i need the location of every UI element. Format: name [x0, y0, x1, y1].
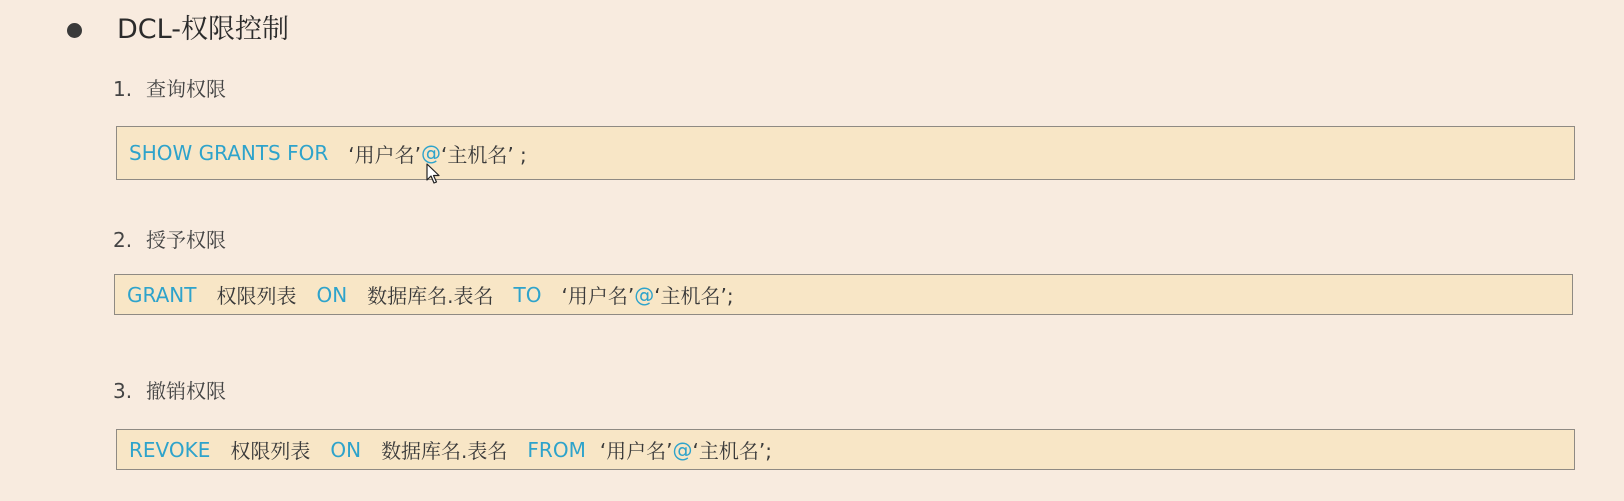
code-keyword: REVOKE: [129, 437, 211, 462]
code-keyword: FROM: [527, 437, 586, 462]
step-3-number: 3.: [113, 379, 133, 403]
code-at: @: [634, 282, 655, 307]
code-block-show-grants: [116, 126, 1575, 180]
code-block-revoke: [116, 429, 1575, 470]
code-host: ‘主机名’;: [654, 284, 734, 308]
code-at: @: [672, 437, 693, 462]
code-at: @: [420, 141, 441, 165]
step-3-heading: [113, 376, 226, 406]
code-block-grant: [114, 274, 1573, 315]
code-user: ‘用户名’: [561, 284, 635, 308]
step-2-number: 2.: [113, 228, 133, 252]
code-host: ‘主机名’ ;: [440, 142, 527, 167]
step-1-heading: [113, 74, 226, 104]
step-1-number: 1.: [113, 77, 133, 101]
section-title: DCL-权限控制: [117, 14, 289, 45]
step-1-label: 查询权限: [146, 77, 226, 101]
code-user: ‘用户名’: [599, 439, 673, 463]
code-privileges: 权限列表: [216, 284, 297, 308]
step-2-heading: [113, 225, 226, 255]
code-keyword: ON: [330, 437, 362, 462]
mouse-pointer-icon: [426, 163, 440, 185]
code-keyword: ON: [316, 282, 348, 307]
code-keyword: SHOW GRANTS FOR: [129, 141, 329, 165]
step-2-label: 授予权限: [146, 228, 226, 252]
code-keyword: GRANT: [127, 282, 197, 307]
code-user: ‘用户名’: [348, 142, 421, 167]
code-privileges: 权限列表: [230, 439, 311, 463]
step-3-label: 撤销权限: [146, 379, 226, 403]
code-target: 数据库名.表名: [381, 439, 508, 463]
code-keyword: TO: [513, 282, 542, 307]
code-target: 数据库名.表名: [367, 284, 494, 308]
code-host: ‘主机名’;: [692, 439, 772, 463]
bullet-icon: [67, 23, 82, 38]
